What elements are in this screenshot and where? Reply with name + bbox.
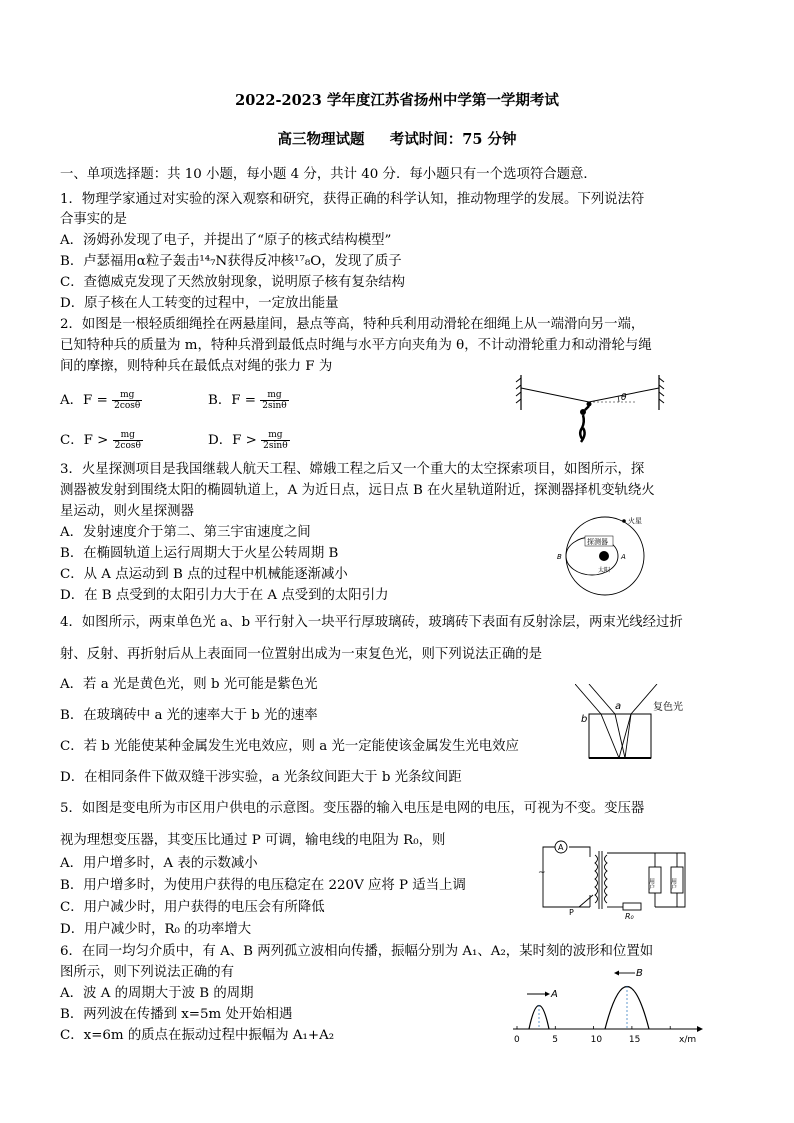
q2-a-fraction: [112, 390, 142, 411]
section-heading: 一、单项选择题：共 10 小题，每小题 4 分，共计 40 分．每小题只有一个选项符合题意．: [60, 167, 597, 182]
q2-a-num: mg: [112, 390, 142, 401]
wave-b-label: B: [636, 968, 643, 979]
q6-option-a: A．波 A 的周期大于波 B 的周期: [60, 986, 254, 1001]
q3-option-d: D．在 B 点受到的太阳引力大于在 A 点受到的太阳引力: [60, 588, 389, 603]
mixed-light-label: 复色光: [653, 702, 683, 713]
q3-option-b: B．在椭圆轨道上运行周期大于火星公转周期 B: [60, 546, 339, 561]
angle-label: θ: [621, 393, 627, 403]
q1-option-c: C．查德威克发现了天然放射现象，说明原子核有复杂结构: [60, 275, 406, 290]
q4-stem-line1: 4．如图所示，两束单色光 a、b 平行射入一块平行厚玻璃砖，玻璃砖下表面有反射涂层，两束光线经过折: [60, 615, 683, 630]
q2-option-d: [208, 430, 290, 451]
transformer-icon: [595, 851, 607, 909]
x-axis-arrow: [697, 1026, 703, 1032]
q2-option-a: [60, 390, 142, 411]
wave-b-arrow-icon: [614, 971, 619, 976]
q2-d-num: mg: [261, 430, 289, 441]
ammeter-label: A: [558, 843, 564, 852]
q2-b-num: mg: [260, 390, 288, 401]
q4-option-d: D．在相同条件下做双缝干涉实验，a 光条纹间距大于 b 光条纹间距: [60, 770, 462, 785]
q1-option-b: B．卢瑟福用α粒子轰击¹⁴₇N获得反冲核¹⁷₈O，发现了质子: [60, 254, 402, 269]
q1-option-d: D．原子核在人工转变的过程中，一定放出能量: [60, 296, 339, 311]
q2-b-fraction: [260, 390, 288, 411]
q3-orbit-figure: [555, 512, 660, 597]
q2-a-den: 2cosθ: [114, 401, 141, 411]
resistor-r0-label: R₀: [625, 912, 634, 920]
q2-rope-figure: [515, 370, 665, 450]
q1-stem-line1: 1．物理学家通过对实验的深入观察和研究，获得正确的科学认知，推动物理学的发展。下列说法符: [60, 192, 645, 207]
q1-stem-line2: 合事实的是: [60, 212, 127, 227]
q3-option-c: C．从 A 点运动到 B 点的过程中机械能逐渐减小: [60, 567, 348, 582]
tap-p-label: P: [569, 908, 574, 917]
q5-stem-line2: 视为理想变压器，其变压比通过 P 可调，输电线的电阻为 R₀，则: [60, 833, 446, 848]
mars-icon: [622, 519, 626, 523]
sun-icon: [599, 551, 609, 561]
q4-stem-line2: 射、反射、再折射后从上表面同一位置射出成为一束复色光，则下列说法正确的是: [60, 647, 543, 662]
x-tick-label: 0: [514, 1035, 520, 1045]
ray-a-label: a: [615, 701, 622, 712]
q3-option-a: A．发射速度介于第二、第三宇宙速度之间: [60, 525, 311, 540]
mars-label: 火星: [628, 517, 642, 525]
x-tick-label: 10: [590, 1035, 603, 1045]
probe-label: 探测器: [587, 538, 608, 546]
q4-glass-figure: [575, 684, 720, 764]
q5-stem-line1: 5．如图是变电所为市区用户供电的示意图。变压器的输入电压是电网的电压，可视为不变。变压器: [60, 801, 645, 816]
q2-b-prefix: B．F =: [208, 393, 256, 408]
primary-circuit: [543, 847, 590, 907]
q3-stem-line3: 星运动，则火星探测器: [60, 504, 194, 519]
point-b-label: B: [557, 553, 562, 561]
wave-a-label: A: [551, 989, 558, 1000]
q2-d-den: 2sinθ: [263, 441, 288, 451]
angle-arc: [618, 396, 619, 402]
q5-option-a: A．用户增多时，A 表的示数减小: [60, 856, 258, 871]
q2-stem-line2: 已知特种兵的质量为 m，特种兵滑到最低点时绳与水平方向夹角为 θ，不计动滑轮重力和动滑轮与绳: [60, 338, 652, 353]
user-1-label: 用户: [647, 878, 655, 890]
exam-subtitle: 高三物理试题 考试时间：75 分钟: [277, 131, 517, 148]
exam-title: 2022-2023 学年度江苏省扬州中学第一学期考试: [235, 92, 559, 109]
q3-stem-line2: 测器被发射到围绕太阳的椭圆轨道上，A 为近日点，远日点 B 在火星轨道附近，探测器择机变轨绕火: [60, 483, 655, 498]
q1-option-a: A．汤姆孙发现了电子，并提出了“原子的核式结构模型”: [60, 233, 392, 248]
right-cliff: [659, 375, 664, 410]
q2-d-fraction: [261, 430, 289, 451]
rope: [521, 388, 659, 402]
ac-source-icon: ~: [538, 868, 546, 878]
x-axis-unit: x/m: [679, 1035, 697, 1045]
q4-option-b: B．在玻璃砖中 a 光的速率大于 b 光的速率: [60, 708, 318, 723]
user-2-label: 用户: [669, 878, 677, 890]
left-cliff: [516, 375, 521, 410]
q2-c-fraction: [113, 430, 143, 451]
resistor-r0: [623, 903, 641, 910]
q6-option-c: C．x=6m 的质点在振动过程中振幅为 A₁+A₂: [60, 1028, 335, 1043]
q2-stem-line3: 间的摩擦，则特种兵在最低点对绳的张力 F 为: [60, 359, 333, 374]
q2-b-den: 2sinθ: [262, 401, 287, 411]
q5-option-d: D．用户减少时，R₀ 的功率增大: [60, 922, 252, 937]
point-a-label: A: [621, 553, 626, 561]
q2-option-c: [60, 430, 143, 451]
wave-a-arrow-icon: [545, 992, 550, 997]
q2-c-den: 2cosθ: [114, 441, 141, 451]
q5-circuit-figure: [535, 835, 695, 920]
x-tick-label: 5: [552, 1035, 559, 1045]
q2-option-b: [208, 390, 289, 411]
q2-d-prefix: D．F >: [208, 433, 257, 448]
q2-c-num: mg: [113, 430, 143, 441]
q6-option-b: B．两列波在传播到 x=5m 处开始相遇: [60, 1007, 293, 1022]
q5-option-b: B．用户增多时，为使用户获得的电压稳定在 220V 应将 P 适当上调: [60, 878, 466, 893]
q6-stem-line1: 6．在同一均匀介质中，有 A、B 两列孤立波相向传播，振幅分别为 A₁、A₂，某时刻的波形和位置如: [60, 944, 654, 959]
q5-option-c: C．用户减少时，用户获得的电压会有所降低: [60, 900, 325, 915]
q4-option-c: C．若 b 光能使某种金属发生光电效应，则 a 光一定能使该金属发生光电效应: [60, 739, 519, 754]
x-tick-label: 15: [628, 1035, 641, 1045]
q4-option-a: A．若 a 光是黄色光，则 b 光可能是紫色光: [60, 677, 318, 692]
q2-stem-line1: 2．如图是一根轻质细绳拴在两悬崖间，悬点等高，特种兵利用动滑轮在细绳上从一端滑向另一端，: [60, 317, 645, 332]
ray-b-label: b: [581, 714, 588, 725]
q2-c-prefix: C．F >: [60, 433, 109, 448]
tap-p-arrow: [579, 895, 593, 907]
q6-stem-line2: 图所示，则下列说法正确的有: [60, 965, 235, 980]
q6-wave-figure: [505, 964, 705, 1046]
soldier-icon: [580, 402, 592, 443]
q2-a-prefix: A．F =: [60, 393, 108, 408]
q3-stem-line1: 3．火星探测项目是我国继载人航天工程、嫦娥工程之后又一个重大的太空探索项目，如图所示，探: [60, 462, 645, 477]
sun-label: 太阳: [598, 567, 611, 574]
